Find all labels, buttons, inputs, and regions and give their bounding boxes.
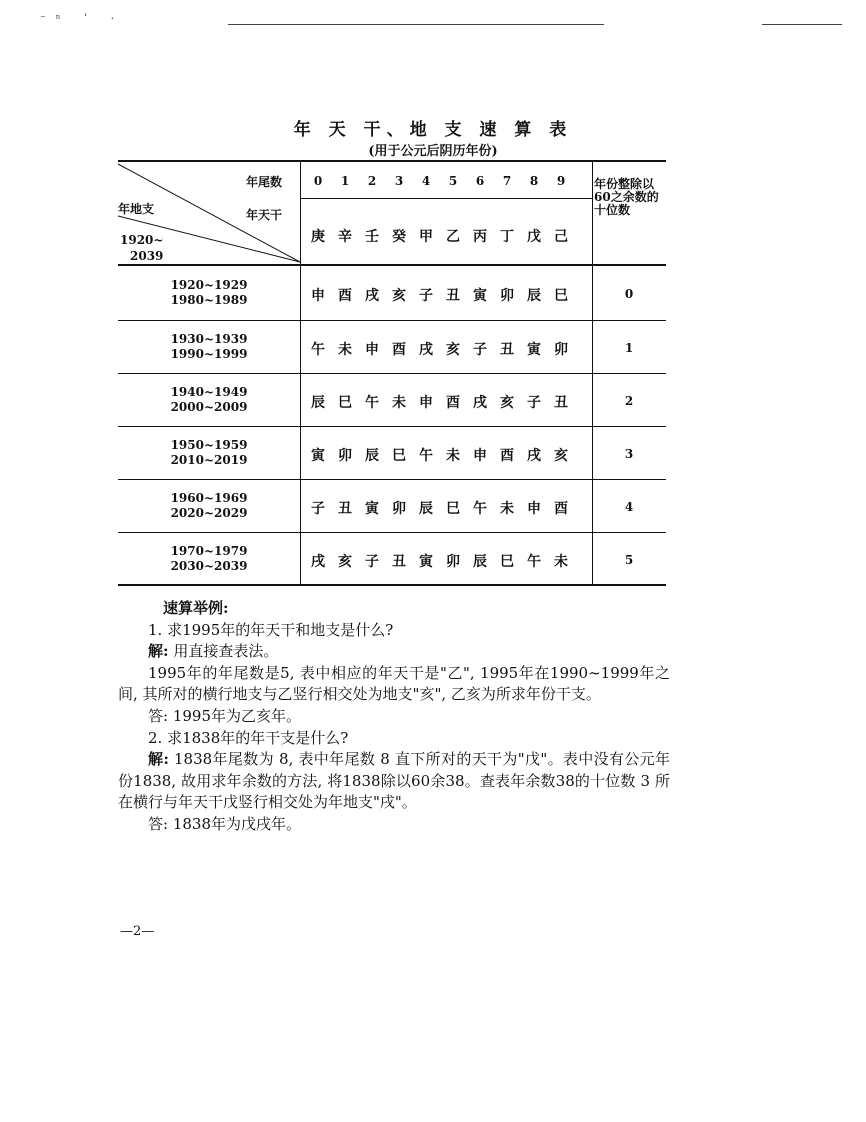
examples-section (118, 598, 670, 836)
row-rule-4 (118, 479, 666, 480)
branch-cell: 亥 (500, 395, 514, 411)
year-range-3-b: 2010~2019 (170, 453, 248, 467)
branch-cell: 寅 (419, 554, 433, 570)
table-header-rule (118, 264, 666, 266)
branch-cell: 卯 (554, 342, 568, 358)
branch-cell: 申 (311, 288, 325, 304)
examples-heading: 速算举例: (163, 599, 229, 617)
digit-5: 5 (448, 174, 458, 188)
stem-3: 癸 (392, 229, 406, 245)
remainder-cell: 4 (624, 500, 634, 514)
branch-cell: 子 (419, 288, 433, 304)
branch-cell: 寅 (365, 501, 379, 517)
branch-cell: 寅 (527, 342, 541, 358)
branch-cell: 子 (527, 395, 541, 411)
row-rule-3 (118, 426, 666, 427)
stem-6: 丙 (473, 229, 487, 245)
stem-2: 壬 (365, 229, 379, 245)
branch-cell: 午 (311, 342, 325, 358)
branch-cell: 申 (419, 395, 433, 411)
answer-1 (118, 706, 670, 728)
year-branch-label: 年地支 (118, 202, 155, 216)
remainder-cell: 0 (624, 287, 634, 301)
branch-cell: 未 (446, 448, 460, 464)
branch-cell: 亥 (392, 288, 406, 304)
remainder-header: 年份整除以60之余数的十位数 (594, 177, 659, 217)
branch-cell: 酉 (338, 288, 352, 304)
branch-cell: 酉 (392, 342, 406, 358)
solution-2-label: 解: (148, 750, 169, 769)
answer-2-label: 答: (148, 814, 169, 833)
branch-cell: 辰 (527, 288, 541, 304)
branch-cell: 卯 (392, 501, 406, 517)
branch-cell: 亥 (446, 342, 460, 358)
digit-1: 1 (340, 174, 350, 188)
branch-cell: 酉 (500, 448, 514, 464)
branch-cell: 未 (500, 501, 514, 517)
scan-corner-marks: ⁻ⁿ ˈ · (40, 12, 125, 25)
branch-cell: 卯 (446, 554, 460, 570)
page-subtitle: (用于公元后阴历年份) (368, 144, 498, 159)
branch-cell: 酉 (554, 501, 568, 517)
year-range-2-b: 2000~2009 (170, 400, 248, 414)
branch-cell: 辰 (419, 501, 433, 517)
table-bottom-rule (118, 584, 666, 586)
branch-cell: 辰 (311, 395, 325, 411)
solution-2 (118, 749, 670, 814)
branch-cell: 午 (527, 554, 541, 570)
year-range-3-a: 1950~1959 (170, 438, 248, 452)
branch-cell: 未 (554, 554, 568, 570)
branch-cell: 午 (473, 501, 487, 517)
digit-4: 4 (421, 174, 431, 188)
row-rule-2 (118, 373, 666, 374)
branch-cell: 酉 (446, 395, 460, 411)
stem-5: 乙 (446, 229, 460, 245)
digit-row-rule (300, 198, 592, 199)
digit-9: 9 (556, 174, 566, 188)
explanation-1: 1995年的年尾数是5, 表中相应的年天干是"乙", 1995年在1990~1999年之间, 其所对的横行地支与乙竖行相交处为地支"亥", 乙亥为所求年份干支。 (118, 663, 670, 704)
stem-0: 庚 (311, 229, 325, 245)
branch-cell: 申 (473, 448, 487, 464)
answer-1-label: 答: (148, 706, 169, 725)
branch-cell: 戌 (365, 288, 379, 304)
digit-6: 6 (475, 174, 485, 188)
branch-cell: 丑 (554, 395, 568, 411)
year-tail-label: 年尾数 (246, 175, 283, 189)
range-end-label: 2039 (130, 249, 164, 263)
row-rule-5 (118, 532, 666, 533)
branch-cell: 丑 (446, 288, 460, 304)
branch-cell: 亥 (338, 554, 352, 570)
branch-cell: 申 (527, 501, 541, 517)
digit-8: 8 (529, 174, 539, 188)
branch-cell: 子 (365, 554, 379, 570)
branch-cell: 未 (392, 395, 406, 411)
col-rule-right (592, 160, 593, 586)
branch-cell: 申 (365, 342, 379, 358)
year-stem-label: 年天干 (246, 208, 283, 222)
stem-7: 丁 (500, 229, 514, 245)
year-range-1-a: 1930~1939 (170, 332, 248, 346)
stem-4: 甲 (419, 229, 433, 245)
branch-cell: 丑 (500, 342, 514, 358)
branch-cell: 丑 (392, 554, 406, 570)
digit-3: 3 (394, 174, 404, 188)
branch-cell: 巳 (338, 395, 352, 411)
page-title: 年 天 干、地 支 速 算 表 (293, 120, 573, 140)
year-range-5-a: 1970~1979 (170, 544, 248, 558)
branch-cell: 辰 (473, 554, 487, 570)
year-range-4-b: 2020~2029 (170, 506, 248, 520)
branch-cell: 巳 (500, 554, 514, 570)
branch-cell: 寅 (311, 448, 325, 464)
remainder-cell: 1 (624, 341, 634, 355)
year-range-1-b: 1990~1999 (170, 347, 248, 361)
stem-branch-table (118, 160, 666, 586)
branch-cell: 巳 (446, 501, 460, 517)
digit-0: 0 (313, 174, 323, 188)
branch-cell: 寅 (473, 288, 487, 304)
year-range-2-a: 1940~1949 (170, 385, 248, 399)
year-range-5-b: 2030~2039 (170, 559, 248, 573)
branch-cell: 丑 (338, 501, 352, 517)
branch-cell: 卯 (338, 448, 352, 464)
page-number: —2— (120, 924, 155, 939)
top-rule-left (228, 24, 604, 25)
question-2: 2. 求1838年的年干支是什么? (148, 728, 349, 747)
range-start-label: 1920~ (120, 233, 164, 247)
remainder-cell: 3 (624, 447, 634, 461)
solution-1-text: 用直接查表法。 (173, 642, 279, 661)
solution-2-text: 1838年尾数为 8, 表中年尾数 8 直下所对的天干为"戊"。表中没有公元年份1838, 故用求年余数的方法, 将1838除以60余38。查表年余数38的十位数 3 所在横行与年天干戊竖行相交处为年地支"戌"。 (118, 750, 670, 812)
branch-cell: 午 (419, 448, 433, 464)
branch-cell: 巳 (554, 288, 568, 304)
solution-1 (118, 641, 670, 663)
digit-2: 2 (367, 174, 377, 188)
branch-cell: 未 (338, 342, 352, 358)
branch-cell: 戌 (419, 342, 433, 358)
branch-cell: 戌 (527, 448, 541, 464)
year-range-0-a: 1920~1929 (170, 278, 248, 292)
branch-cell: 戌 (473, 395, 487, 411)
stem-9: 己 (554, 229, 568, 245)
stem-1: 辛 (338, 229, 352, 245)
branch-cell: 卯 (500, 288, 514, 304)
branch-cell: 亥 (554, 448, 568, 464)
year-range-4-a: 1960~1969 (170, 491, 248, 505)
answer-1-text: 1995年为乙亥年。 (172, 706, 302, 725)
year-range-0-b: 1980~1989 (170, 293, 248, 307)
col-rule-left (300, 160, 301, 586)
branch-cell: 子 (311, 501, 325, 517)
solution-1-label: 解: (148, 642, 169, 661)
branch-cell: 午 (365, 395, 379, 411)
answer-2 (118, 814, 670, 836)
row-rule-1 (118, 320, 666, 321)
remainder-cell: 2 (624, 394, 634, 408)
stem-8: 戊 (527, 229, 541, 245)
remainder-cell: 5 (624, 553, 634, 567)
answer-2-text: 1838年为戊戌年。 (172, 814, 302, 833)
top-rule-right (762, 24, 842, 25)
question-1: 1. 求1995年的年天干和地支是什么? (148, 620, 394, 639)
branch-cell: 戌 (311, 554, 325, 570)
branch-cell: 辰 (365, 448, 379, 464)
branch-cell: 巳 (392, 448, 406, 464)
digit-7: 7 (502, 174, 512, 188)
branch-cell: 子 (473, 342, 487, 358)
